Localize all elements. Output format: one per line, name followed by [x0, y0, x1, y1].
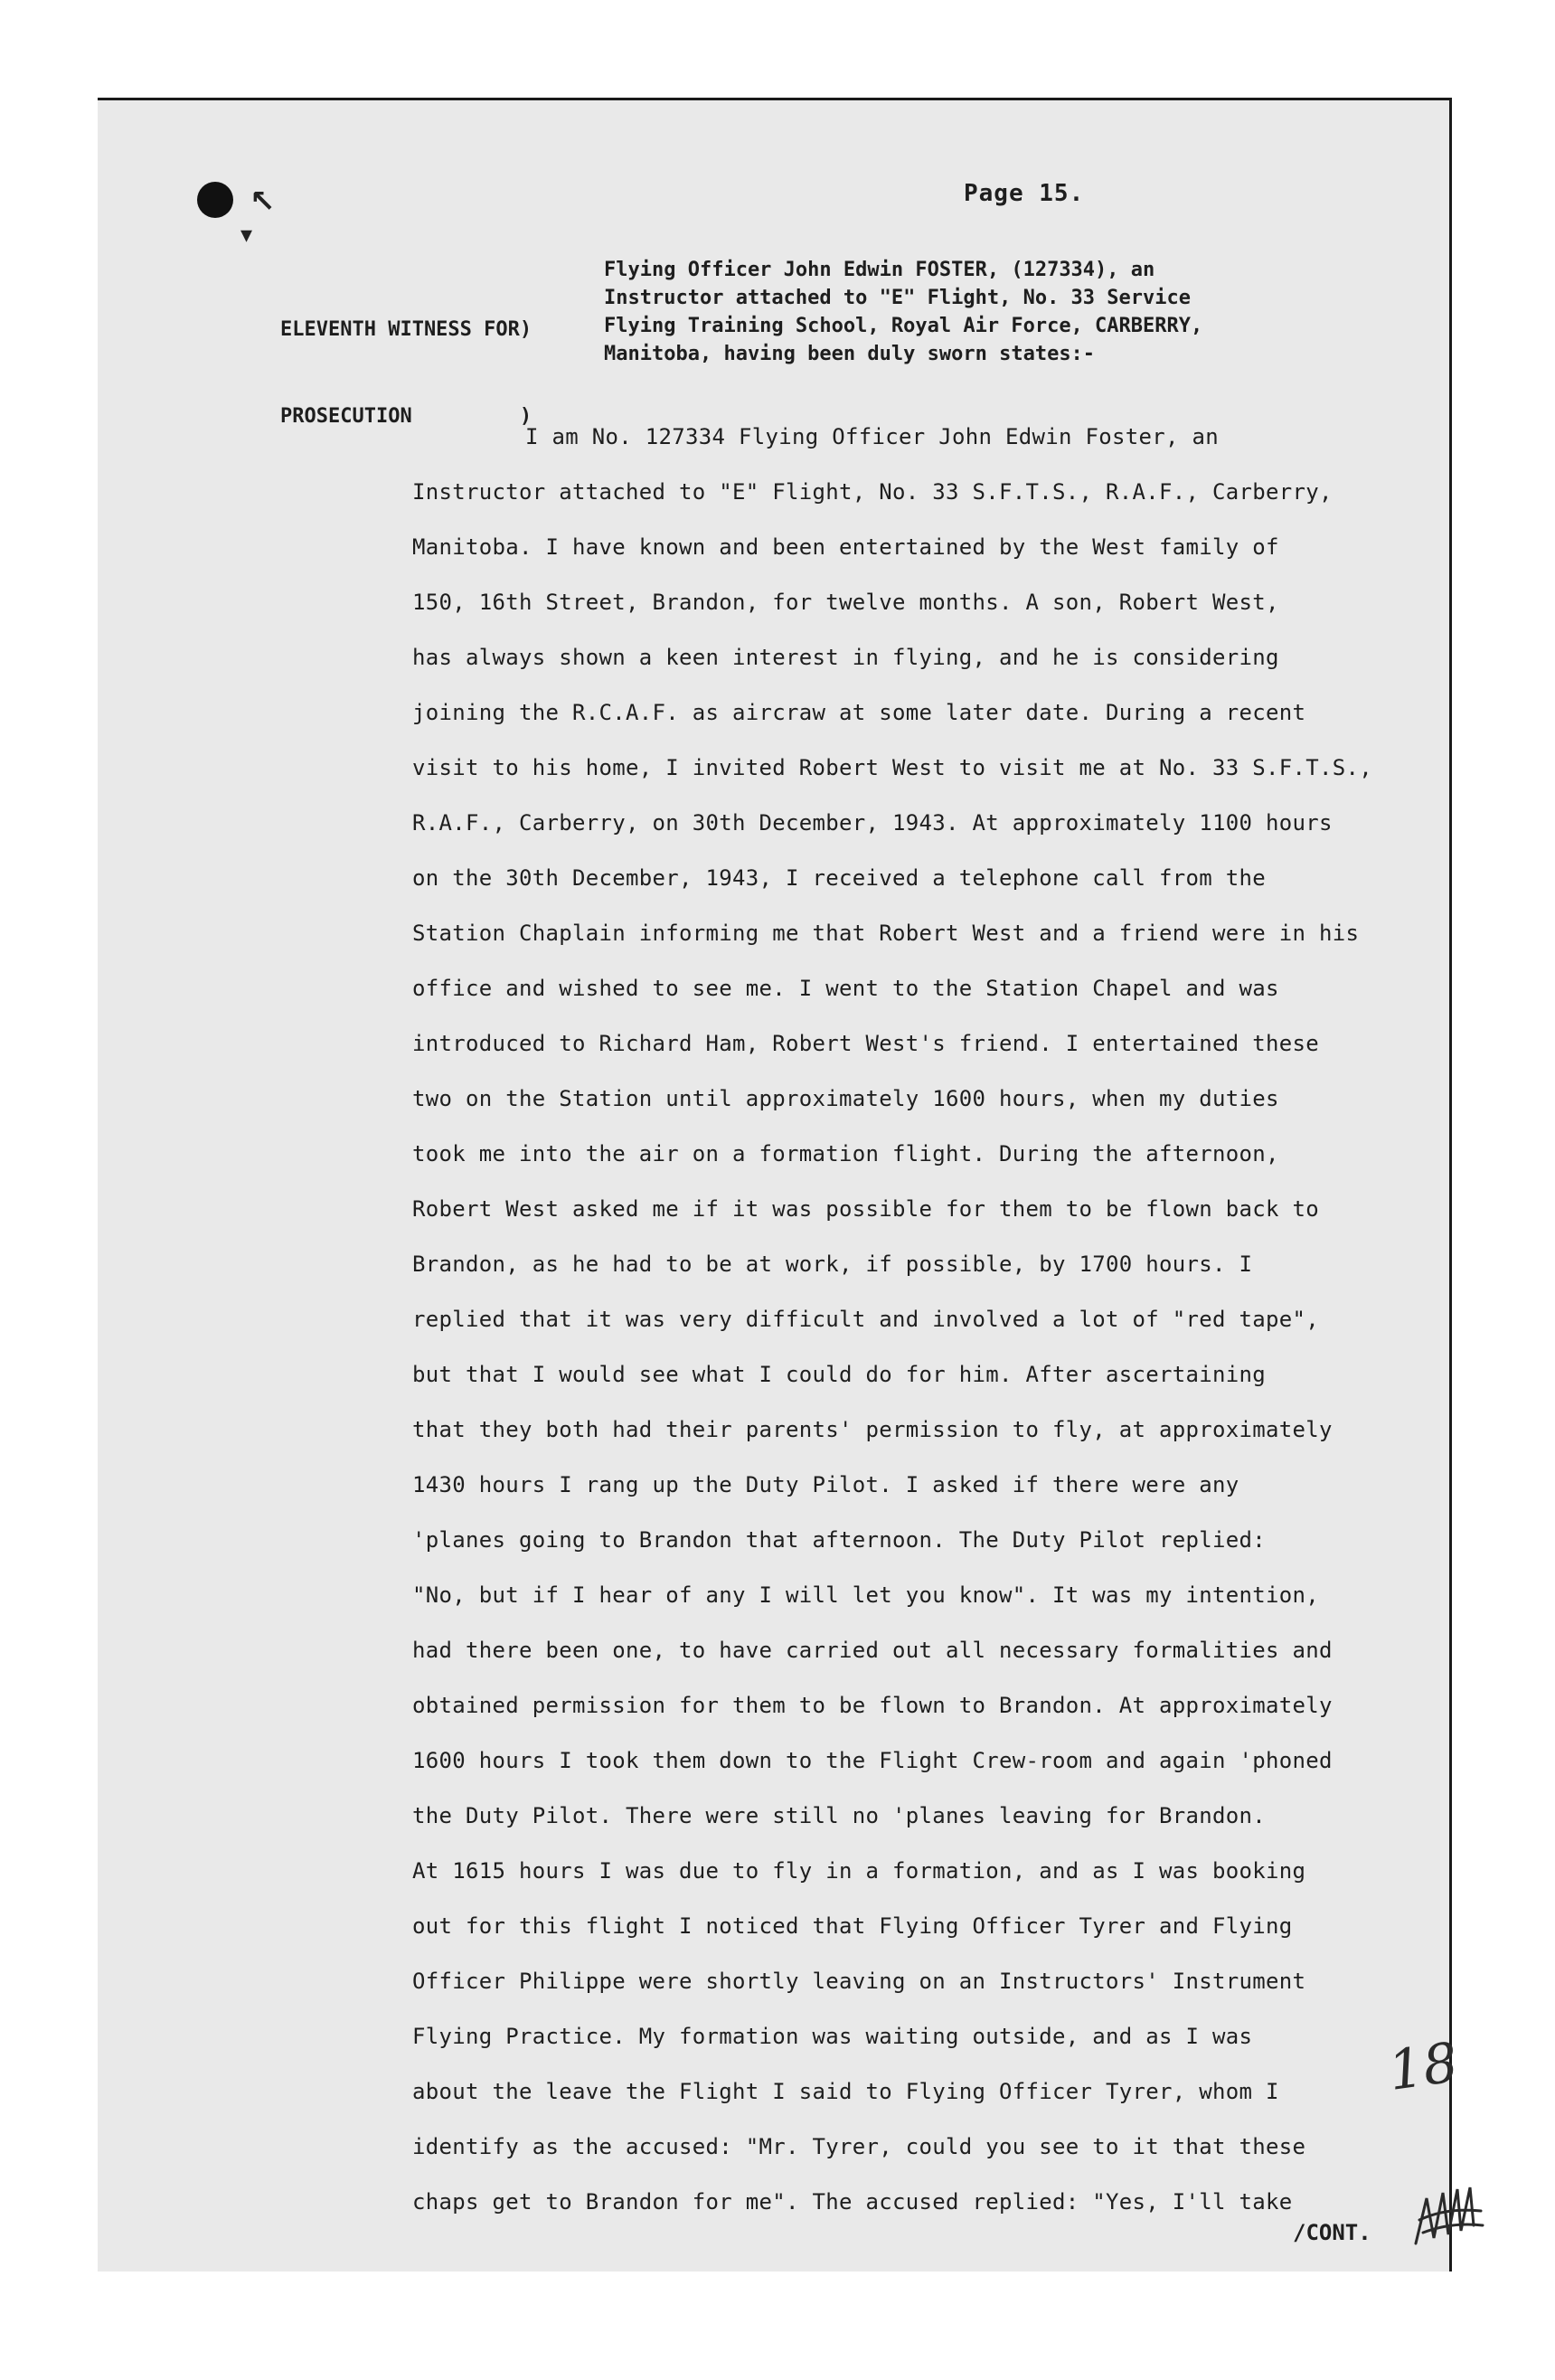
statement-line: replied that it was very difficult and involved a lot of "red tape",: [412, 1307, 1319, 1332]
statement-line: 1600 hours I took them down to the Flight Crew-room and again 'phoned: [412, 1748, 1333, 1773]
intro-line: Flying Training School, Royal Air Force, CARBERRY,: [604, 315, 1203, 337]
statement-line: introduced to Richard Ham, Robert West's friend. I entertained these: [412, 1031, 1319, 1056]
statement-line: office and wished to see me. I went to the Station Chapel and was: [412, 976, 1279, 1001]
statement-line: Officer Philippe were shortly leaving on an Instructors' Instrument: [412, 1969, 1306, 1994]
statement-line: took me into the air on a formation flight. During the afternoon,: [412, 1141, 1279, 1166]
statement-line: about the leave the Flight I said to Flying Officer Tyrer, whom I: [412, 2079, 1279, 2104]
statement-line: but that I would see what I could do for him. After ascertaining: [412, 1362, 1266, 1387]
statement-line: Instructor attached to "E" Flight, No. 33 S.F.T.S., R.A.F., Carberry,: [412, 479, 1333, 505]
statement-line: I am No. 127334 Flying Officer John Edwin Foster, an: [525, 424, 1219, 449]
statement-line: two on the Station until approximately 1600 hours, when my duties: [412, 1086, 1279, 1111]
statement-line: At 1615 hours I was due to fly in a formation, and as I was booking: [412, 1858, 1306, 1884]
statement-line: out for this flight I noticed that Flying Officer Tyrer and Flying: [412, 1913, 1293, 1939]
statement-line: joining the R.C.A.F. as aircraw at some later date. During a recent: [412, 700, 1306, 725]
statement-line: the Duty Pilot. There were still no 'planes leaving for Brandon.: [412, 1803, 1266, 1828]
statement-line: 150, 16th Street, Brandon, for twelve months. A son, Robert West,: [412, 590, 1279, 615]
statement-line: had there been one, to have carried out all necessary formalities and: [412, 1638, 1333, 1663]
handwritten-initials-icon: [1410, 2180, 1486, 2256]
statement-line: Flying Practice. My formation was waiting outside, and as I was: [412, 2024, 1253, 2049]
statement-line: "No, but if I hear of any I will let you know". It was my intention,: [412, 1582, 1319, 1608]
punch-hole: [197, 182, 233, 218]
statement-line: Robert West asked me if it was possible for them to be flown back to: [412, 1196, 1319, 1222]
witness-introduction: [604, 256, 1400, 368]
tick-mark-icon: ▾: [240, 222, 253, 249]
intro-line: Manitoba, having been duly sworn states:-: [604, 343, 1096, 365]
statement-line: 'planes going to Brandon that afternoon. The Duty Pilot replied:: [412, 1527, 1266, 1553]
statement-line: Manitoba. I have known and been entertained by the West family of: [412, 534, 1279, 560]
continuation-marker: /CONT.: [1293, 2220, 1371, 2245]
handwritten-folio-number: 18: [1384, 2031, 1462, 2103]
statement-line: 1430 hours I rang up the Duty Pilot. I asked if there were any: [412, 1472, 1239, 1497]
statement-line: that they both had their parents' permission to fly, at approximately: [412, 1417, 1333, 1442]
tick-mark-icon: ↖: [250, 184, 276, 220]
document-page: [98, 98, 1462, 2271]
intro-line: Instructor attached to "E" Flight, No. 33 Service: [604, 287, 1192, 309]
page-number: Page 15.: [964, 180, 1085, 207]
statement-line: chaps get to Brandon for me". The accused replied: "Yes, I'll take: [412, 2189, 1293, 2215]
statement-line: has always shown a keen interest in flying, and he is considering: [412, 645, 1279, 670]
statement-line: Brandon, as he had to be at work, if possible, by 1700 hours. I: [412, 1251, 1253, 1277]
statement-line: R.A.F., Carberry, on 30th December, 1943. At approximately 1100 hours: [412, 810, 1333, 836]
statement-line: Station Chaplain informing me that Robert West and a friend were in his: [412, 921, 1360, 946]
statement-line: identify as the accused: "Mr. Tyrer, could you see to it that these: [412, 2134, 1306, 2159]
statement-line: visit to his home, I invited Robert West to visit me at No. 33 S.F.T.S.,: [412, 755, 1372, 780]
witness-statement: [412, 410, 1434, 2230]
witness-heading-line: PROSECUTION ): [280, 405, 532, 428]
witness-heading-line: ELEVENTH WITNESS FOR): [280, 318, 532, 341]
statement-line: obtained permission for them to be flown to Brandon. At approximately: [412, 1693, 1333, 1718]
intro-line: Flying Officer John Edwin FOSTER, (127334), an: [604, 259, 1155, 281]
statement-line: on the 30th December, 1943, I received a telephone call from the: [412, 865, 1266, 891]
